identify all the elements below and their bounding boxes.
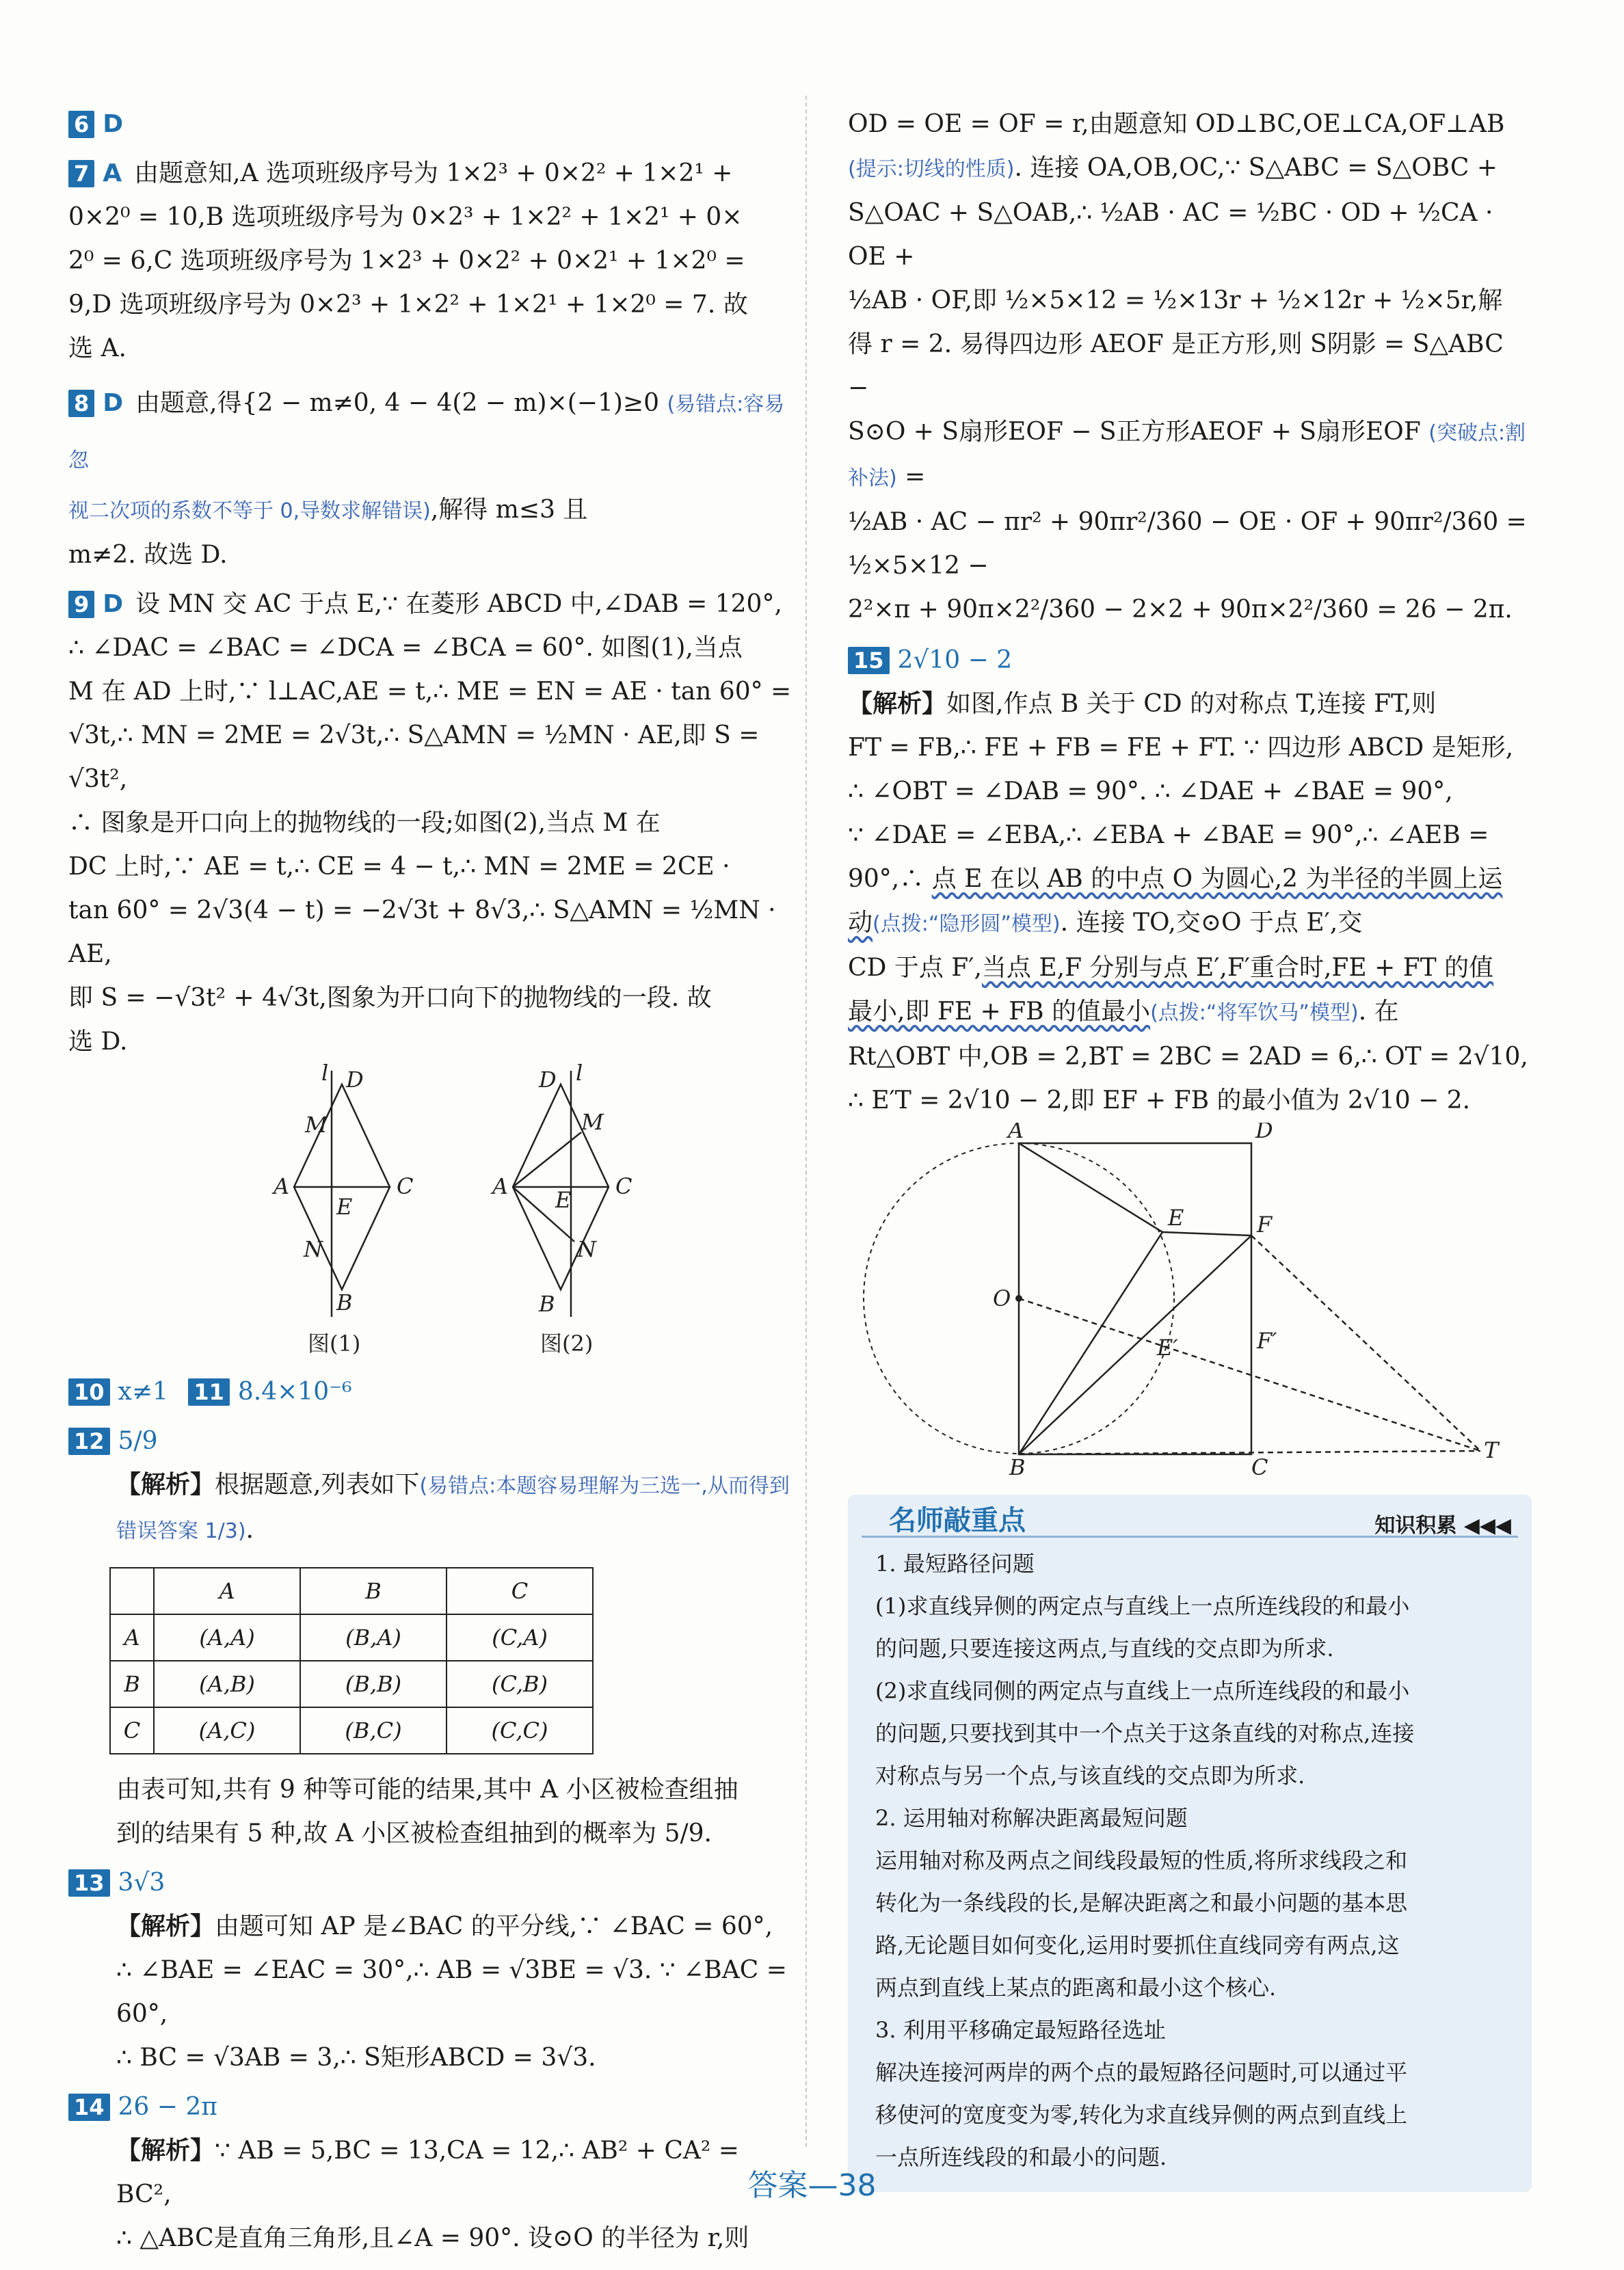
text-line: FT = FB,∴ FE + FB = FE + FT. ∵ 四边形 ABCD 是矩形, bbox=[848, 734, 1514, 762]
tip-note: (点拨:“将军饮马”模型) bbox=[1150, 1001, 1359, 1025]
label-c-fig2: C bbox=[615, 1173, 633, 1199]
text-line: . 连接 TO,交⊙O 于点 E′,交 bbox=[1060, 909, 1363, 937]
table-row bbox=[110, 1707, 593, 1754]
answer: 8.4×10⁻⁶ bbox=[237, 1378, 352, 1406]
box-paragraph: 一点所连线段的和最小的问题. bbox=[875, 2144, 1167, 2170]
box-paragraph: 路,无论题目如何变化,运用时要抓住直线同旁有两点,这 bbox=[875, 1932, 1400, 1958]
table-header-cell bbox=[110, 1568, 154, 1614]
text-line: 2⁰ = 6,C 选项班级序号为 1×2³ + 0×2² + 0×2¹ + 1×2⁰ = bbox=[68, 247, 745, 275]
label-n-fig1: N bbox=[304, 1236, 323, 1262]
label-e: E bbox=[1168, 1205, 1184, 1231]
left-column bbox=[68, 103, 793, 2266]
table-cell: (A,B) bbox=[154, 1661, 300, 1707]
box-paragraph: (2)求直线同侧的两定点与直线上一点所连线段的和最小 bbox=[875, 1678, 1410, 1704]
answer: D bbox=[103, 590, 124, 618]
text-line: Rt△OBT 中,OB = 2,BT = 2BC = 2AD = 6,∴ OT = 2√10, bbox=[848, 1043, 1528, 1071]
column-divider bbox=[806, 96, 807, 2147]
tip-note: (易错点:容易忽 bbox=[68, 392, 785, 472]
box-paragraph: (1)求直线异侧的两定点与直线上一点所连线段的和最小 bbox=[875, 1593, 1410, 1619]
label-a-fig2: A bbox=[492, 1173, 509, 1199]
text-line: 由题意知,A 选项班级序号为 1×2³ + 0×2² + 1×2¹ + bbox=[134, 159, 733, 187]
label-l-fig1: l bbox=[321, 1064, 329, 1086]
text-line: ∴ 图象是开口向上的抛物线的一段;如图(2),当点 M 在 bbox=[68, 809, 661, 837]
label-m-fig2: M bbox=[581, 1109, 604, 1135]
analysis-label: 【解析】 bbox=[848, 690, 947, 718]
question-number: 13 bbox=[68, 1869, 110, 1897]
question-10-11 bbox=[68, 1370, 793, 1414]
answer: 2√10 − 2 bbox=[897, 646, 1013, 674]
text-line: 得 r = 2. 易得四边形 AEOF 是正方形,则 S阴影 = S△ABC − bbox=[848, 330, 1504, 402]
label-l-fig2: l bbox=[576, 1064, 583, 1086]
segment-ot bbox=[1019, 1298, 1480, 1451]
text-line: ½AB · AC − πr² + 90πr²/360 − OE · OF + 90πr²/360 = ½×5×12 − bbox=[848, 508, 1527, 580]
table-header-cell: C bbox=[447, 1568, 593, 1614]
tip-note: 视二次项的系数不等于 0,导数求解错误) bbox=[68, 499, 431, 523]
tip-note: (突破点:割补法) bbox=[848, 421, 1526, 490]
text-line: M 在 AD 上时,∵ l⊥AC,AE = t,∴ ME = EN = AE · tan 60° = bbox=[68, 678, 792, 706]
text-line: ∴ ∠BAE = ∠EAC = 30°,∴ AB = √3BE = √3. ∵ ∠BAC = 60°, bbox=[116, 1956, 787, 2028]
answer: 26 − 2π bbox=[118, 2093, 217, 2121]
text-line: CD 于点 F′, bbox=[848, 954, 982, 982]
text-line: ∴ ∠OBT = ∠DAB = 90°. ∴ ∠DAE + ∠BAE = 90°, bbox=[848, 777, 1453, 805]
text-line: 设 MN 交 AC 于点 E,∵ 在菱形 ABCD 中,∠DAB = 120°, bbox=[135, 590, 782, 618]
question-15 bbox=[848, 639, 1532, 1478]
box-paragraph: 的问题,只要找到其中一个点关于这条直线的对称点,连接 bbox=[875, 1720, 1415, 1746]
text-line: 到的结果有 5 种,故 A 小区被检查组抽到的概率为 5/9. bbox=[116, 1819, 712, 1847]
text-line: ∴ ∠DAC = ∠BAC = ∠DCA = ∠BCA = 60°. 如图(1),当点 bbox=[68, 634, 743, 662]
table-cell: B bbox=[110, 1661, 154, 1707]
text-line: . 在 bbox=[1358, 998, 1399, 1026]
text-line: 根据题意,列表如下 bbox=[215, 1471, 420, 1499]
label-b-fig1: B bbox=[336, 1290, 353, 1316]
label-f: F bbox=[1257, 1212, 1273, 1238]
text-line: ∴ △ABC是直角三角形,且∠A = 90°. 设⊙O 的半径为 r,则 bbox=[116, 2224, 749, 2252]
box-paragraph: 解决连接河两岸的两个点的最短路径问题时,可以通过平 bbox=[875, 2059, 1408, 2085]
label-a: A bbox=[1008, 1123, 1024, 1143]
question-number: 9 bbox=[68, 591, 94, 618]
box-paragraph: 移使河的宽度变为零,转化为求直线异侧的两点到直线上 bbox=[875, 2102, 1408, 2128]
text-line: 由题可知 AP 是∠BAC 的平分线,∵ ∠BAC = 60°, bbox=[215, 1912, 773, 1940]
table-row bbox=[110, 1661, 593, 1707]
text-line: tan 60° = 2√3(4 − t) = −2√3t + 8√3,∴ S△AMN = ½MN · AE, bbox=[68, 896, 776, 968]
caption-fig1: 图(1) bbox=[308, 1331, 361, 1357]
highlight-text: 点 E 在以 AB 的中点 O 为圆心,2 为半径的半圆上运 bbox=[931, 865, 1503, 893]
label-b: B bbox=[1009, 1454, 1026, 1478]
label-c-fig1: C bbox=[397, 1173, 414, 1199]
rectangle-abcd bbox=[1019, 1143, 1251, 1454]
table-cell: (A,C) bbox=[154, 1707, 300, 1754]
table-cell: (C,A) bbox=[447, 1614, 593, 1661]
text-line: . 连接 OA,OB,OC,∵ S△ABC = S△OBC + bbox=[1014, 154, 1497, 182]
box-paragraph: 3. 利用平移确定最短路径选址 bbox=[875, 2017, 1166, 2043]
answer: 3√3 bbox=[118, 1869, 165, 1897]
segment-bf bbox=[1019, 1236, 1251, 1454]
table-header-cell: B bbox=[300, 1568, 447, 1614]
answer: D bbox=[103, 110, 124, 138]
segment-be bbox=[1019, 1232, 1162, 1454]
caption-fig2: 图(2) bbox=[540, 1331, 594, 1357]
box-paragraph: 1. 最短路径问题 bbox=[875, 1551, 1035, 1577]
table-cell: (A,A) bbox=[154, 1614, 300, 1661]
text-line: 即 S = −√3t² + 4√3t,图象为开口向下的抛物线的一段. 故 bbox=[68, 984, 712, 1012]
highlight-text: 动 bbox=[848, 909, 873, 937]
label-f-prime: F′ bbox=[1257, 1328, 1277, 1354]
tip-note: (易错点:本题容易理解为三选一,从而得到错误答案 1/3) bbox=[116, 1474, 790, 1543]
table-cell: (B,A) bbox=[300, 1614, 447, 1661]
text-line: ∴ E′T = 2√10 − 2,即 EF + FB 的最小值为 2√10 − 2. bbox=[848, 1086, 1471, 1114]
text-line: 如图,作点 B 关于 CD 的对称点 T,连接 FT,则 bbox=[946, 690, 1437, 718]
table-cell: C bbox=[110, 1707, 154, 1754]
question-number: 8 bbox=[68, 390, 94, 417]
question-12 bbox=[68, 1419, 793, 1856]
label-d: D bbox=[1255, 1123, 1273, 1143]
table-header-cell: A bbox=[154, 1568, 300, 1614]
text-line: ∴ BC = √3AB = 3,∴ S矩形ABCD = 3√3. bbox=[116, 2044, 596, 2072]
box-paragraph: 对称点与另一个点,与该直线的交点即为所求. bbox=[875, 1763, 1305, 1789]
text-line: 9,D 选项班级序号为 0×2³ + 1×2² + 1×2¹ + 1×2⁰ = 7. 故 bbox=[68, 291, 748, 319]
question-7 bbox=[68, 152, 793, 371]
box-paragraph: 的问题,只要连接这两点,与直线的交点即为所求. bbox=[875, 1635, 1334, 1661]
answer: D bbox=[103, 389, 124, 417]
label-e-prime: E′ bbox=[1157, 1335, 1178, 1361]
label-e-fig1: E bbox=[336, 1194, 353, 1220]
label-d-fig1: D bbox=[346, 1067, 364, 1093]
table-header-row bbox=[110, 1568, 593, 1614]
analysis-label: 【解析】 bbox=[116, 1471, 215, 1499]
answer: 5/9 bbox=[118, 1427, 158, 1455]
text-line: S△OAC + S△OAB,∴ ½AB · AC = ½BC · OD + ½CA · OE + bbox=[848, 199, 1493, 271]
highlight-text: 最小,即 FE + FB 的值最小 bbox=[848, 998, 1151, 1026]
question-6 bbox=[68, 103, 793, 146]
segment-ft bbox=[1251, 1236, 1480, 1451]
answer: A bbox=[103, 159, 122, 187]
table-cell: A bbox=[110, 1614, 154, 1661]
text-line: ½AB · OF,即 ½×5×12 = ½×13r + ½×12r + ½×5r,解 bbox=[848, 286, 1503, 315]
question-number: 14 bbox=[68, 2094, 110, 2121]
answer: x≠1 bbox=[118, 1378, 168, 1406]
box-header bbox=[848, 1495, 1532, 1543]
box-paragraph: 两点到直线上某点的距离和最小这个核心. bbox=[875, 1975, 1277, 2001]
table-row bbox=[110, 1614, 593, 1661]
box-paragraph: 2. 运用轴对称解决距离最短问题 bbox=[875, 1805, 1188, 1831]
text-line: √3t,∴ MN = 2ME = 2√3t,∴ S△AMN = ½MN · AE,即 S = √3t², bbox=[68, 721, 760, 793]
label-c: C bbox=[1251, 1454, 1268, 1478]
text-line: . bbox=[245, 1516, 254, 1544]
label-o: O bbox=[993, 1285, 1011, 1311]
key-points-box bbox=[848, 1495, 1532, 2192]
question-number: 11 bbox=[188, 1378, 230, 1406]
text-line: DC 上时,∵ AE = t,∴ CE = 4 − t,∴ MN = 2ME = 2CE · bbox=[68, 853, 730, 881]
text-line: 选 A. bbox=[68, 334, 127, 362]
question-14-continued bbox=[848, 103, 1532, 632]
table-cell: (B,B) bbox=[300, 1661, 447, 1707]
text-line: = bbox=[896, 463, 926, 491]
text-line: ,解得 m≤3 且 bbox=[430, 496, 588, 524]
question-8 bbox=[68, 376, 793, 577]
right-column bbox=[848, 103, 1532, 2192]
box-tag: 知识积累 ◀◀◀ bbox=[1374, 1514, 1511, 1538]
text-line: 2²×π + 90π×2²/360 − 2×2 + 90π×2²/360 = 26 − 2π. bbox=[848, 596, 1513, 624]
question-number: 7 bbox=[68, 160, 94, 187]
question-9 bbox=[68, 583, 793, 1365]
page-footer: 答案—38 bbox=[747, 2168, 877, 2203]
table-cell: (C,C) bbox=[447, 1707, 593, 1754]
analysis-label: 【解析】 bbox=[116, 1912, 215, 1940]
question-number: 10 bbox=[68, 1378, 110, 1406]
label-d-fig2: D bbox=[539, 1067, 557, 1093]
text-line: S⊙O + S扇形EOF − S正方形AEOF + S扇形EOF bbox=[848, 418, 1421, 446]
question-number: 15 bbox=[848, 647, 890, 674]
question-13 bbox=[68, 1861, 793, 2080]
text-line: 90°,∴ bbox=[848, 865, 932, 893]
question-number: 6 bbox=[68, 111, 94, 138]
label-e-fig2: E bbox=[555, 1187, 572, 1213]
label-t: T bbox=[1484, 1437, 1499, 1463]
box-title: 名师敲重点 bbox=[889, 1505, 1026, 1536]
question-number: 12 bbox=[68, 1428, 110, 1455]
tip-note: (点拨:“隐形圆”模型) bbox=[873, 912, 1061, 936]
tip-note: (提示:切线的性质) bbox=[848, 157, 1015, 181]
text-line: ∵ ∠DAE = ∠EBA,∴ ∠EBA + ∠BAE = 90°,∴ ∠AEB = bbox=[848, 821, 1489, 849]
text-line: OD = OE = OF = r,由题意知 OD⊥BC,OE⊥CA,OF⊥AB bbox=[848, 110, 1505, 138]
highlight-text: 当点 E,F 分别与点 E′,F′重合时,FE + FT 的值 bbox=[981, 954, 1494, 982]
point-o bbox=[1015, 1295, 1022, 1302]
segment-ae bbox=[1019, 1143, 1162, 1232]
box-header-line bbox=[862, 1536, 1518, 1538]
text-line: ∵ AB = 5,BC = 13,CA = 12,∴ AB² + CA² = BC², bbox=[116, 2137, 739, 2208]
text-line: m≠2. 故选 D. bbox=[68, 541, 228, 569]
box-paragraph: 运用轴对称及两点之间线段最短的性质,将所求线段之和 bbox=[875, 1847, 1408, 1873]
table-cell: (C,B) bbox=[447, 1661, 593, 1707]
label-n-fig2: N bbox=[577, 1236, 596, 1262]
label-b-fig2: B bbox=[539, 1291, 555, 1317]
segment-ef bbox=[1162, 1232, 1251, 1236]
label-a-fig1: A bbox=[274, 1173, 290, 1199]
text-line: 由题意,得{2 − m≠0, 4 − 4(2 − m)×(−1)≥0 bbox=[135, 389, 659, 417]
outcome-table bbox=[109, 1567, 594, 1754]
label-m-fig1: M bbox=[305, 1112, 328, 1138]
text-line: 选 D. bbox=[68, 1028, 128, 1056]
text-line: 由表可知,共有 9 种等可能的结果,其中 A 小区被检查组抽 bbox=[116, 1776, 738, 1804]
text-line: 0×2⁰ = 10,B 选项班级序号为 0×2³ + 1×2² + 1×2¹ + 0× bbox=[68, 203, 743, 231]
box-paragraph: 转化为一条线段的长,是解决距离之和最小问题的基本思 bbox=[875, 1890, 1408, 1916]
rhombus-figures bbox=[68, 1064, 793, 1365]
table-cell: (B,C) bbox=[300, 1707, 447, 1754]
geometry-figure-q15 bbox=[848, 1123, 1532, 1478]
analysis-label: 【解析】 bbox=[116, 2137, 215, 2165]
